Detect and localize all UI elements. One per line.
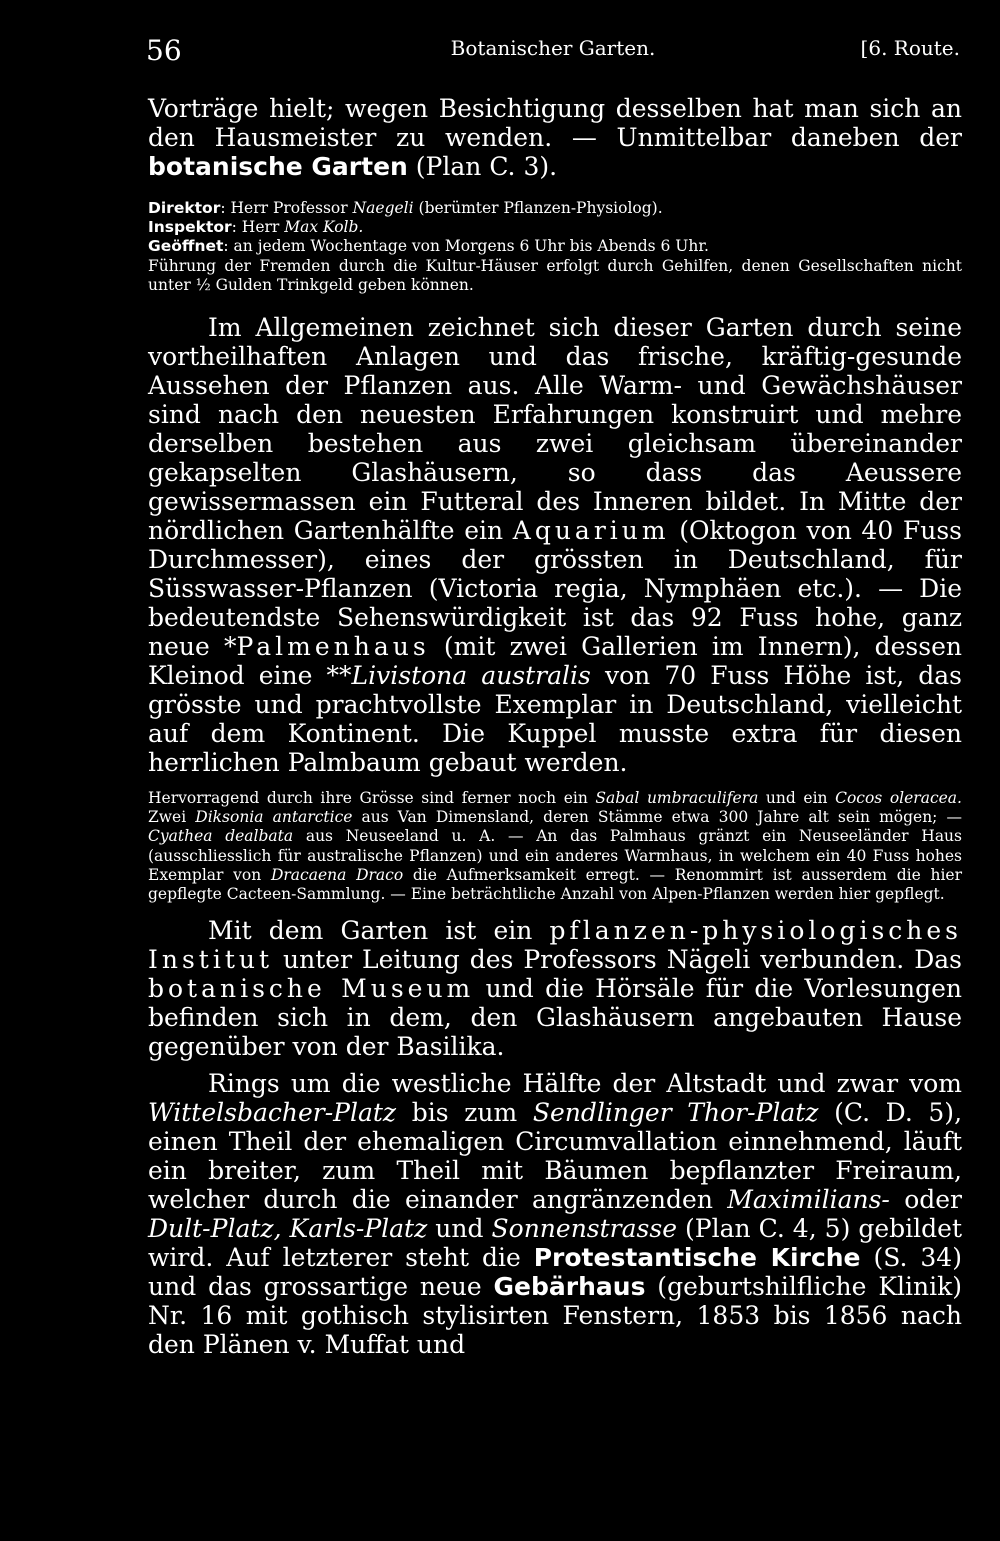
text: oder [889, 1185, 962, 1215]
text: (Plan C. 3). [407, 152, 558, 181]
term-sabal: Sabal umbraculifera [595, 789, 759, 808]
page-body [148, 94, 962, 1359]
running-title: Botanischer Garten. [450, 36, 656, 60]
text: bis zum [396, 1098, 533, 1128]
text: (Plan C. 4, 5) gebildet wird. Auf letzterer steht die [148, 1214, 962, 1273]
text: Vorträge hielt; wegen Besichtigung desselben hat man sich an den Hausmeister zu wenden. — Unmittelbar daneben der [148, 94, 962, 152]
page-header [146, 30, 960, 70]
term-sonnenstrasse: Sonnenstrasse [491, 1214, 677, 1244]
term-protestant-church: Protestantische Kirche [533, 1243, 861, 1273]
text: (S. 34) und das grossartige neue [148, 1243, 962, 1302]
inspector-line [148, 218, 962, 237]
term-dult-karls-platz: Dult-Platz, Karls-Platz [148, 1214, 428, 1244]
director-name: Naegeli [352, 199, 414, 217]
term-cyathea: Cyathea dealbata [148, 827, 294, 846]
term-maximilians-platz: Maximilians- [727, 1185, 890, 1215]
text: aus Van Dimensland, deren Stämme etwa 300 Jahre alt sein mögen; — [352, 808, 962, 827]
term-dracaena: Dracaena Draco [270, 865, 404, 884]
text: : Herr Professor [220, 199, 353, 217]
inspector-name: Max Kolb. [284, 218, 364, 237]
paragraph-garden-description [148, 313, 962, 777]
label-inspector: Inspektor [148, 218, 232, 237]
paragraph-ring-streets [148, 1069, 962, 1359]
paragraph-institute [148, 916, 962, 1061]
term-cocos: Cocos oleracea. [835, 789, 962, 808]
term-aquarium: Aquarium [512, 516, 670, 546]
text: : Herr [231, 218, 285, 237]
text: unter Leitung des Professors Nägeli verbunden. Das [273, 945, 962, 975]
text: (C. D. 5), einen Theil der ehemaligen Circumvallation einnehmend, läuft ein breiter, zum Theil mit Bäumen bepflanzter Freiraum, welcher durch die einander angränzenden [148, 1098, 963, 1215]
text: (mit zwei Gallerien im Innern), dessen Kleinod eine [148, 632, 962, 691]
text: aus Neuseeland u. A. — An das Palmhaus gränzt ein Neuseeländer Haus (ausschliesslich für australische Pflanzen) und ein anderes Warmhaus, in welchem ein 40 Fuss hohes Exemplar von [148, 827, 962, 884]
term-museum: botanische Museum [148, 974, 475, 1004]
text: und ein [758, 789, 836, 808]
text: und die Hörsäle für die Vorlesungen befinden sich in dem, den Glashäusern angebauten Hause gegenüber von der Basilika. [148, 974, 962, 1062]
text: von 70 Fuss Höhe ist, das grösste und prachtvollste Exemplar in Deutschland, vielleicht auf dem Kontinent. Die Kuppel musste extra für diesen herrlichen Palmbaum gebaut werden. [148, 661, 963, 778]
paragraph-intro [148, 94, 962, 181]
garden-info-block [148, 199, 962, 295]
text: die Aufmerksamkeit erregt. — Renommirt ist ausserdem die hier gepflegte Cacteen-Sammlung. — Eine beträchtliche Anzahl von Alpen-Pflanzen werden hier gepflegt. [148, 865, 962, 904]
term-diksonia: Diksonia antarctice [195, 808, 353, 827]
term-gebaerhaus: Gebärhaus [493, 1272, 646, 1302]
text: : an jedem Wochentage von Morgens 6 Uhr bis Abends 6 Uhr. [223, 237, 709, 256]
text: Mit dem Garten ist ein [208, 916, 550, 946]
term-palmenhaus: Palmenhaus [236, 632, 430, 662]
text: Hervorragend durch ihre Grösse sind ferner noch ein [148, 789, 596, 808]
term-livistona: **Livistona australis [326, 661, 591, 691]
text: Im Allgemeinen zeichnet sich dieser Garten durch seine vortheilhaften Anlagen und das frische, kräftig-gesunde Aussehen der Pflanzen aus. Alle Warm- und Gewächshäuser sind nach den neuesten Erfahrungen konstruirt und mehre derselben bestehen aus zwei gleichsam übereinander gekapselten Glashäusern, so dass das Aeussere gewissermassen ein Futteral des Inneren bildet. In Mitte der nördlichen Gartenhälfte ein [148, 313, 962, 546]
text: (geburtshilfliche Klinik) Nr. 16 mit gothisch stylisirten Fenstern, 1853 bis 1856 nach den Plänen v. Muffat und [148, 1272, 962, 1360]
text: (berümter Pflanzen-Physiolog). [413, 199, 663, 217]
director-line [148, 199, 962, 218]
star-mark: * [224, 632, 237, 662]
term-institute: pflanzen-physiologisches Institut [148, 916, 962, 975]
text: und [427, 1214, 492, 1244]
heading-botanical-garden: botanische Garten [148, 152, 408, 181]
term-wittelsbacher-platz: Wittelsbacher-Platz [148, 1098, 397, 1128]
text: Rings um die westliche Hälfte der Altstadt und zwar vom [208, 1069, 962, 1099]
page-number: 56 [146, 34, 182, 67]
guide-note: Führung der Fremden durch die Kultur-Häuser erfolgt durch Gehilfen, denen Gesellschaften nicht unter ½ Gulden Trinkgeld geben können. [148, 256, 962, 294]
text: (Oktogon von 40 Fuss Durchmesser), eines der grössten in Deutschland, für Süsswasser-Pflanzen (Victoria regia, Nymphäen etc.). — Die bedeutendste Sehenswürdigkeit ist das 92 Fuss hohe, ganz neue [148, 516, 962, 662]
label-director: Direktor [148, 199, 221, 217]
text: Zwei [148, 808, 196, 827]
label-opened: Geöffnet [148, 237, 224, 256]
term-sendlinger-thor-platz: Sendlinger Thor-Platz [532, 1098, 819, 1128]
plants-note [148, 789, 962, 904]
opening-hours-line [148, 237, 962, 256]
route-label: [6. Route. [860, 36, 960, 60]
